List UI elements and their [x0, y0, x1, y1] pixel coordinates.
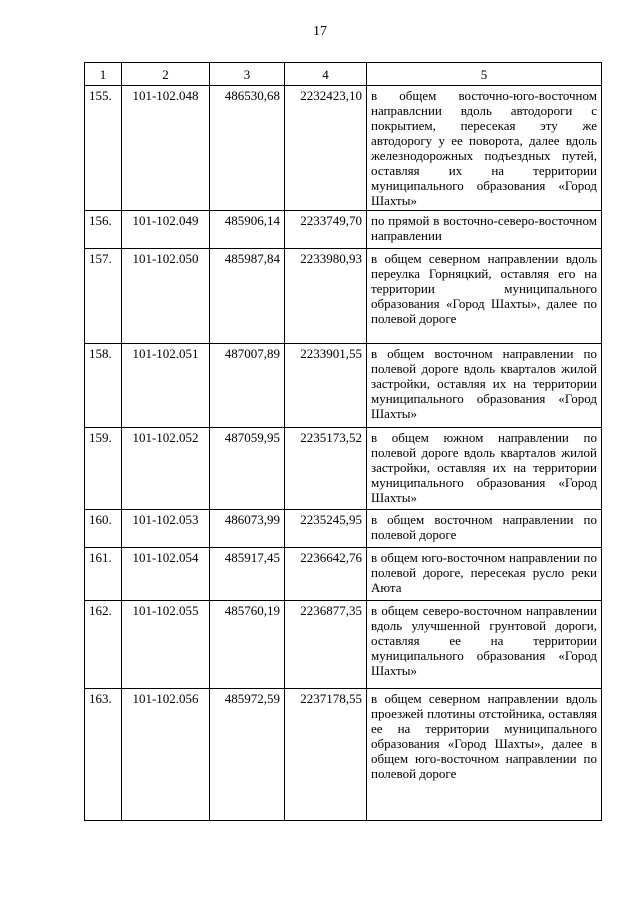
point-code: 101-102.051: [122, 344, 210, 428]
boundary-description: в общем восточном направлении по полевой дороге вдоль кварталов жилой застройки, оставляя их на территории муниципального образования «Город Шахты»: [367, 344, 602, 428]
point-code: 101-102.048: [122, 86, 210, 211]
coordinate-y: 2233749,70: [285, 211, 367, 249]
boundary-description: в общем восточном направлении по полевой дороге: [367, 510, 602, 548]
point-code: 101-102.049: [122, 211, 210, 249]
boundary-description: по прямой в восточно-северо-восточном направлении: [367, 211, 602, 249]
table-row: [85, 249, 602, 344]
table-header-row: [85, 63, 602, 86]
coordinate-y: 2233901,55: [285, 344, 367, 428]
table-row: [85, 510, 602, 548]
row-number: 155.: [85, 86, 122, 211]
coordinate-y: 2233980,93: [285, 249, 367, 344]
column-header: 3: [210, 63, 285, 86]
coordinate-x: 487007,89: [210, 344, 285, 428]
column-header: 1: [85, 63, 122, 86]
row-number: 159.: [85, 428, 122, 510]
coordinate-y: 2236877,35: [285, 601, 367, 689]
column-header: 2: [122, 63, 210, 86]
coordinate-y: 2235245,95: [285, 510, 367, 548]
boundary-description: в общем южном направлении по полевой дороге вдоль кварталов жилой застройки, оставляя их на территории муниципального образования «Город Шахты»: [367, 428, 602, 510]
coordinate-x: 485760,19: [210, 601, 285, 689]
point-code: 101-102.053: [122, 510, 210, 548]
row-number: 157.: [85, 249, 122, 344]
column-header: 5: [367, 63, 602, 86]
point-code: 101-102.054: [122, 548, 210, 601]
boundary-description: в общем северном направлении вдоль переулка Горняцкий, оставляя его на территории муниципального образования «Город Шахты», далее по полевой дороге: [367, 249, 602, 344]
coordinate-y: 2232423,10: [285, 86, 367, 211]
table-row: [85, 428, 602, 510]
row-number: 163.: [85, 689, 122, 821]
table-row: [85, 86, 602, 211]
coordinate-x: 485917,45: [210, 548, 285, 601]
table-row: [85, 689, 602, 821]
table-row: [85, 211, 602, 249]
boundary-description: в общем северо-восточном направлении вдоль улучшенной грунтовой дороги, оставляя ее на территории муниципального образования «Город Шахты»: [367, 601, 602, 689]
coordinate-x: 485987,84: [210, 249, 285, 344]
coordinate-y: 2235173,52: [285, 428, 367, 510]
row-number: 158.: [85, 344, 122, 428]
row-number: 156.: [85, 211, 122, 249]
coordinate-x: 485906,14: [210, 211, 285, 249]
point-code: 101-102.056: [122, 689, 210, 821]
point-code: 101-102.052: [122, 428, 210, 510]
coordinate-y: 2237178,55: [285, 689, 367, 821]
row-number: 162.: [85, 601, 122, 689]
column-header: 4: [285, 63, 367, 86]
table-row: [85, 601, 602, 689]
row-number: 160.: [85, 510, 122, 548]
boundary-description: в общем северном направлении вдоль проезжей плотины отстойника, оставляя ее на территории муниципального образования «Город Шахты», далее в общем юго-восточном направлении по полевой дороге: [367, 689, 602, 821]
coordinate-x: 486073,99: [210, 510, 285, 548]
boundary-description: в общем восточно-юго-восточном направлснии вдоль автодороги с покрытием, пересекая эту же автодорогу у ее поворота, далее вдоль железнодорожных подъездных путей, оставляя их на территории муниципального образования «Город Шахты»: [367, 86, 602, 211]
table-row: [85, 548, 602, 601]
row-number: 161.: [85, 548, 122, 601]
point-code: 101-102.055: [122, 601, 210, 689]
coordinate-x: 487059,95: [210, 428, 285, 510]
page-number: 17: [313, 24, 327, 39]
table-row: [85, 344, 602, 428]
coordinate-x: 486530,68: [210, 86, 285, 211]
coordinate-y: 2236642,76: [285, 548, 367, 601]
boundary-points-table: [84, 62, 602, 821]
point-code: 101-102.050: [122, 249, 210, 344]
boundary-description: в общем юго-восточном направлении по полевой дороге, пересекая русло реки Аюта: [367, 548, 602, 601]
coordinate-x: 485972,59: [210, 689, 285, 821]
